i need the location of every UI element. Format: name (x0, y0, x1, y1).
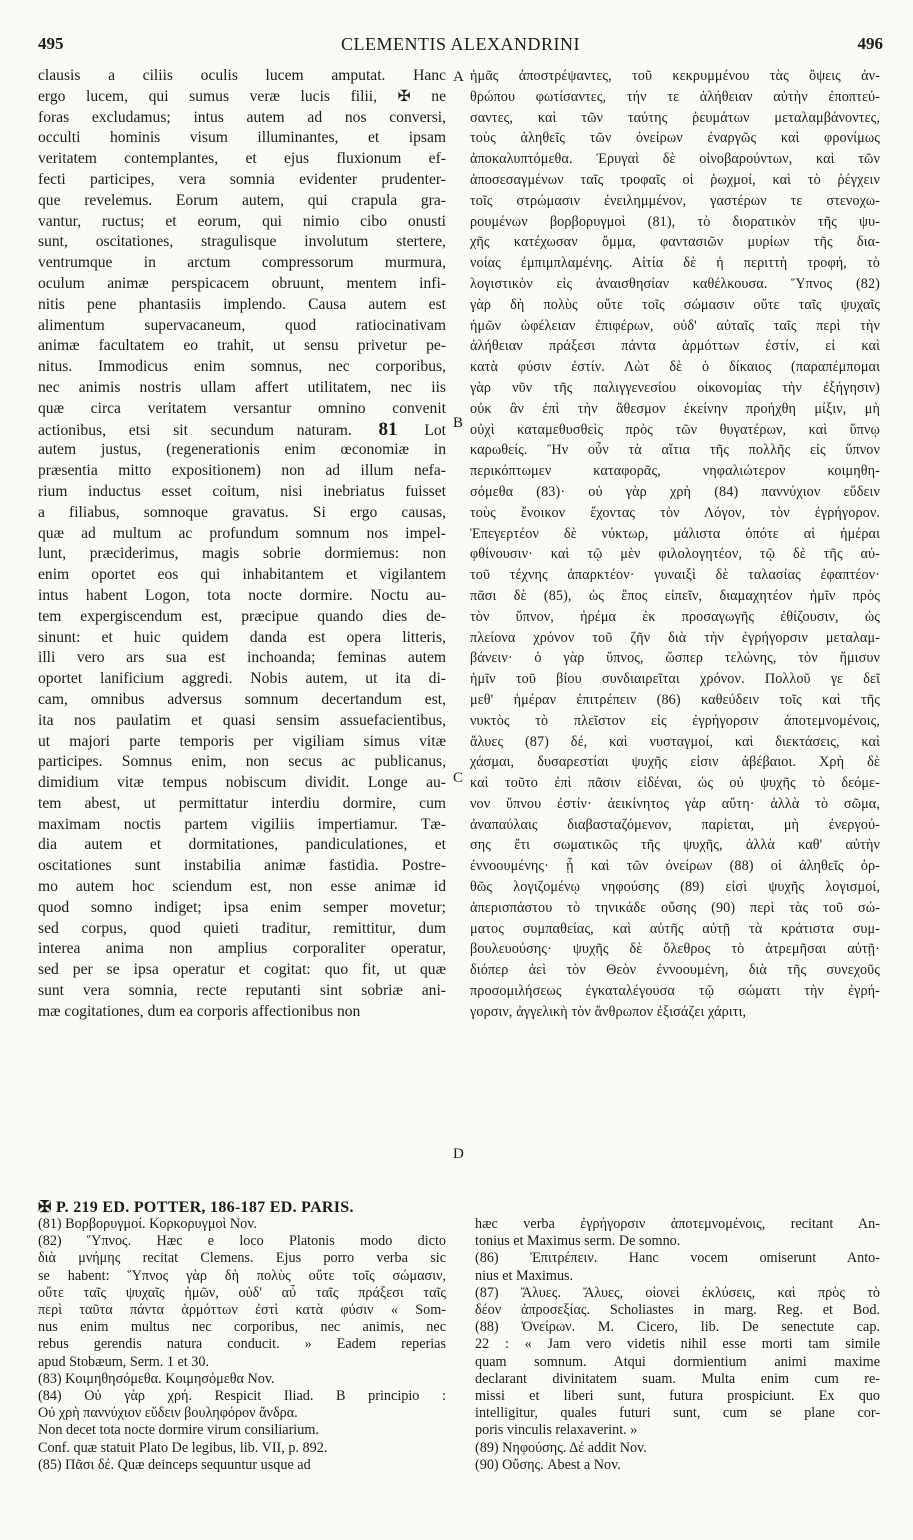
text-line: declarant divinitatem suam. Multa enim cum re- (475, 1370, 880, 1387)
section-following-word: Lot (401, 421, 446, 439)
text-line (38, 420, 446, 441)
text-line: ἡμᾶς ἀποστρέψαντες, τοῦ κεκρυμμένου τὰς ὄψεις ἀν- (470, 68, 880, 84)
text-line: ventrumque in arctum compressorum murmura, (38, 254, 446, 272)
text-line: dimidium vitæ tempus nobiscum dividit. Longe au- (38, 774, 446, 792)
text-line: σης ἔτι σωματικῶς τῆς ψυχῆς, ἀλλὰ καθ' αὑτὴν (470, 837, 880, 854)
text-line: ergo lucem, qui sumus veræ lucis filii, ✠ ne (38, 87, 446, 105)
text-line: ἀναπαύλαις διαβασταζόμενον, παρίεται, μὴ ἐνεργού- (470, 816, 880, 833)
text-line: nitus. Immodicus enim somnus, nec corporibus, (38, 358, 446, 376)
text-line: ita nos paulatim et quasi sensim assuefacientibus, (38, 711, 446, 729)
text-line: οὐκ ἂν ἐπὶ τὴν ἄθεσμον ἐκείνην προήχθη μίξιν, μὴ (470, 400, 880, 417)
text-line: se habent: Ὕπνος γὰρ δὴ πολὺς οὔτε τοῖς σώμασιν, (38, 1267, 446, 1284)
text-line: (84) Οὐ γὰρ χρή. Respicit Iliad. B principio : (38, 1388, 446, 1405)
text-line: que revelemus. Eorum autem, qui crapula gra- (38, 191, 446, 209)
text-line: καὶ τοῦτο ἐπὶ πᾶσιν εἰδέναι, ὡς οὐ ψυχῆς τὸ δεόμε- (470, 775, 880, 792)
text-line: (86) Ἐπιτρέπειν. Hanc vocem omiserunt Anto- (475, 1250, 880, 1267)
text-line: autem justus, (regenerationis enim œconomiæ in (38, 441, 446, 459)
text-line: sunt, oscitationes, stragulisque involutum stertere, (38, 233, 446, 251)
text-line: περὶ ταῦτα πάντα ἁρμόττων ἐστὶ κατὰ φύσιν « Som- (38, 1302, 446, 1319)
text-line: νον ὕπνου ἐστίν· ἀεικίνητος γὰρ αὕτη· ἀλλὰ τὸ σῶμα, (470, 795, 880, 812)
text-line: veritatem contemplantes, et ejus fluxionum ef- (38, 150, 446, 168)
text-line: 22 : « Jam vero videtis nihil esse morti tam simile (475, 1336, 880, 1353)
text-line: præsentia mitto expositionem) non ad illum nefa- (38, 462, 446, 480)
text-line: ἡμῖν τοῦ βίου συνδιαιρεῖται χρόνον. Πολλοῦ γε δεῖ (470, 671, 880, 688)
section-number: 81 (378, 419, 398, 440)
text-line: βάνειν· ὁ γὰρ ὕπνος, ὥσπερ τελώνης, τὸν ἥμισυν (470, 650, 880, 667)
text-line: mæ cogitationes, dum ea corporis affectionibus non (38, 1002, 361, 1020)
text-line: ut majori parte temporis per vigiliam simus vitæ (38, 732, 446, 750)
text-line: enim oportet eos qui inhabitantem et vigilantem (38, 566, 446, 584)
text-line: (83) Κοιμηθησόμεθα. Κοιμησόμεθα Nov. (38, 1370, 275, 1387)
text-line: (87) Ἄλυες. Ἄλυες, οἱονεὶ ἐκλύσεις, καὶ πρὸς τὸ (475, 1284, 880, 1301)
text-line: intus habent Logon, tota nocte dormire. Noctu au- (38, 586, 446, 604)
text-line: οὐχὶ καταμεθυσθεὶς πρὸς τῶν θυγατέρων, καὶ ὕπνῳ (470, 421, 880, 438)
text-line: sinunt: et huic quidem danda est opera litteris, (38, 628, 446, 646)
text-line: apud Stobæum, Serm. 1 et 30. (38, 1353, 210, 1370)
text-line: ἀλήθειαν πράξεσι πάντα ἁρμόττων ἐστίν, εἰ καὶ (470, 338, 880, 355)
text-line: clausis a ciliis oculis lucem amputat. Hanc (38, 67, 446, 84)
text-line: γὰρ νῦν τῆς παλιγγενεσίου οἰκονομίας τὴν ἐξήγησιν) (470, 379, 880, 396)
text-line: θῶς λογιζομένῳ νηφούσης (89) εἰσὶ ψυχῆς λογισμοί, (470, 879, 880, 896)
text-line: alimentum supervacaneum, quod ratiocinativam (38, 316, 446, 334)
text-line: missi et liberi sunt, futura prospiciunt. Ex quo (475, 1388, 880, 1405)
footnotes-right (475, 1216, 880, 1474)
text-line: νοίας ἐμπιμπλαμένης. Αἰτία δὲ ἡ περιττὴ τροφή, τὸ (470, 255, 880, 272)
text-line: Non decet tota nocte dormire virum consiliarium. (38, 1422, 319, 1439)
text-line: interea anima non amplius corporaliter operatur, (38, 940, 446, 958)
text-line: καρωθείς. Ἢν οὖν τὰ αἴτια τῆς πολλῆς εἰς ὕπνον (470, 442, 880, 459)
footnotes-left (38, 1216, 446, 1474)
page-header (38, 34, 883, 58)
text-line: τοῦ τέχνης ἀπαρκτέον· γυναιξὶ δὲ ταλασίας ἐφαπτέον· (470, 567, 880, 584)
text-line: ἐννοουμένης· ᾗ καὶ τῶν ὀνείρων (88) οἱ ἀληθεῖς ὀρ- (470, 858, 880, 875)
text-line: ματος συμπαθείας, καὶ αὑτῆς αὐτῇ τὰ κράτιστα συμ- (470, 920, 880, 937)
text-line: κατὰ φύσιν ἐστίν. Λὼτ δὲ ὁ δίκαιος (παραπέμπομαι (470, 359, 880, 376)
text-line: nitis pene phantasiis implendo. Causa autem est (38, 295, 446, 313)
text-line-body: actionibus, etsi sit secundum naturam. (38, 421, 375, 439)
text-line: nus enim multus nec corporibus, nec animis, nec (38, 1319, 446, 1336)
text-line: τοὺς ἔνοικον ἔχοντας τὸν Λόγον, τὸν ἐγρήγορον. (470, 504, 880, 521)
greek-column (470, 66, 880, 1023)
text-line: vantur, ructus; et eorum, qui nimio cibo onusti (38, 212, 446, 230)
text-line: προσομιλήσεως ἐγκαταλέγουσα τῷ σώματι τὴν ἐγρή- (470, 983, 880, 1000)
margin-letter-c: C (453, 770, 464, 786)
text-line: poris vinculis relaxaverint. » (475, 1422, 638, 1439)
text-line: (90) Οὔσης. Abest a Nov. (475, 1456, 621, 1473)
text-line: cam, omnibus adversus somnum decertandum est, (38, 690, 446, 708)
text-line: Conf. quæ statuit Plato De legibus, lib. VII, p. 892. (38, 1439, 328, 1456)
text-line: rium inductus esset coitum, nisi inebriatus fuisset (38, 482, 446, 500)
text-line: (81) Βορβορυγμοί. Κορκορυγμοὶ Nov. (38, 1216, 257, 1232)
text-line: a filiabus, somnoque gravatus. Si ergo causas, (38, 503, 446, 521)
text-line: participes. Somnus enim, non secus ac publicanus, (38, 753, 446, 771)
text-line: ἡμῶν ὠφέλειαν ἐπιφέρων, οὐδ' αὐταῖς ταῖς περὶ τὴν (470, 317, 880, 334)
running-title: CLEMENTIS ALEXANDRINI (341, 34, 580, 54)
text-line: τὸν ὕπνον, ἠρέμα ἐκ προσαγωγῆς ἐθίζουσιν, ὡς (470, 608, 880, 625)
text-line: rebus gerendis natura conducit. » Eadem reperias (38, 1336, 446, 1353)
text-line: foras excludamus; intus autem ad nos conversi, (38, 108, 446, 126)
text-line: lunt, præciderimus, magis sobrie dormiemus: non (38, 545, 446, 563)
text-line: tem abest, ut permittatur interdiu dormire, cum (38, 794, 446, 812)
text-line: nius et Maximus. (475, 1267, 574, 1284)
text-line: μεθ' ἡμέραν ἐπιτρέπειν (86) καθεύδειν τοῖς καὶ τῆς (470, 691, 880, 708)
text-line: oportet lanificium aggredi. Nobis autem, ut ita di- (38, 670, 446, 688)
text-line: tem expergiscendum est, præcipue quando dies de- (38, 607, 446, 625)
text-line: τοῖς στρώμασιν ἐνειλημμένον, γαστέρων τε στενοχω- (470, 192, 880, 209)
text-line: περικόπτωμεν καταφορᾶς, νηφαλιώτερον κοιμηθη- (470, 463, 880, 480)
text-line: διὰ μνήμης recitat Clemens. Ejus porro verba sic (38, 1250, 446, 1267)
text-line: (85) Πᾶσι δέ. Quæ deinceps sequuntur usque ad (38, 1456, 311, 1473)
text-line: ἀποσεσαγμένων ταῖς τροφαῖς οἱ ῥωχμοί, καὶ τὸ ῥέγχειν (470, 171, 880, 188)
text-line: quod somno indiget; ipsa enim semper movetur; (38, 898, 446, 916)
text-line: (89) Νηφούσης. Δέ addit Nov. (475, 1439, 647, 1456)
text-line: (82) Ὕπνος. Hæc e loco Platonis modo dicto (38, 1233, 446, 1250)
text-line: Ἐπεγερτέον δὲ νύκτωρ, μάλιστα ὁπότε αἱ ἡμέραι (470, 525, 880, 542)
notes-heading: ✠ P. 219 ED. POTTER, 186-187 ED. PARIS. (38, 1199, 354, 1216)
text-line: φθίνουσιν· καὶ τῷ μὲν φιλολογητέον, τῷ δὲ τῆς αὐ- (470, 546, 880, 563)
text-line: ἀπερισπάστου τὸ τηνικάδε οὔσης (90) περὶ τὰς τοῦ σώ- (470, 899, 880, 916)
text-line: σόμεθα (83)· οὐ γὰρ χρὴ (84) παννύχιον εὕδειν (470, 483, 880, 500)
text-line: intelligitur, quales futuri sunt, cum se plane cor- (475, 1405, 880, 1422)
text-line: nec animis nostris ullam affert utilitatem, nec iis (38, 378, 446, 396)
text-line: occulti hominis visum illuminantes, et ipsam (38, 129, 446, 147)
text-line: quæ ad multum ac profundum somnum nos impel- (38, 524, 446, 542)
text-line: Οὐ χρὴ παννύχιον εὕδειν βουληφόρον ἄνδρα. (38, 1405, 298, 1422)
text-line: quam somnum. Atqui dormientium animi maxime (475, 1353, 880, 1370)
text-line: ἄλυες (87) δέ, καὶ νυσταγμοί, καὶ διεκτάσεις, καὶ (470, 733, 880, 750)
text-line: λογιστικὸν εἰς ἀναισθησίαν καθέλκουσα. Ὕπνος (82) (470, 275, 880, 292)
text-line: illi vero ars sua est inchoanda; feminas autem (38, 649, 446, 667)
text-line: πᾶσι δὲ (85), ὡς ἔπος εἰπεῖν, διαμαχητέον ἡμῖν πρὸς (470, 587, 880, 604)
text-line: sed per se ipsa operatur et cogitat: quo fit, ut quæ (38, 961, 446, 979)
text-line: (88) Ὀνείρων. M. Cicero, lib. De senectute cap. (475, 1319, 880, 1336)
text-line: quæ circa veritatem versantur omnino convenit (38, 399, 446, 417)
text-line: sed corpus, quod quieti traditur, remittitur, dum (38, 919, 446, 937)
text-line: animæ facultatem eo trahit, ut sensu privetur pe- (38, 337, 446, 355)
text-line: διόπερ ἀεὶ τὸν Θεὸν ἐννοουμένη, διὰ τῆς συνεχοῦς (470, 962, 880, 979)
text-line: οὔτε ταῖς ψυχαῖς ἡμῶν, οὐδ' αὖ ταῖς πράξεσι ταῖς (38, 1284, 446, 1301)
text-line: γορσιν, ἀγγελικὴ τὸν ἄνθρωπον ἐξισάζει χάριτι, (470, 1003, 747, 1020)
text-line: νυκτὸς τὸ πλεῖστον εἰς ἐγρήγορσιν ἀποτεμνομένοις, (470, 712, 880, 729)
text-line: sunt vera somnia, recte reputanti sint sobriæ ani- (38, 982, 446, 1000)
text-line: χῆς κατέχωσαν ὄμμα, φαντασιῶν μυρίων τῆς δια- (470, 234, 880, 251)
text-line: δέον ἀπροσεξίας. Scholiastes in marg. Reg. et Bod. (475, 1302, 880, 1319)
page-number-right: 496 (857, 34, 883, 53)
text-line: πλείονα χρόνον τοῦ ζῆν διὰ τὴν ἐγρήγορσιν μεταλαμ- (470, 629, 880, 646)
text-line: fecti participes, vera somnia evidenter prudenter- (38, 170, 446, 188)
latin-column (38, 66, 446, 1023)
text-line: oculum animæ perspicacem obruunt, mentem infi- (38, 274, 446, 292)
text-line: tonius et Maximus serm. De somno. (475, 1233, 681, 1250)
text-line: χάσμαι, δυσαρεστίαι ψυχῆς εἰσιν ἀβέβαιοι. Χρὴ δὲ (470, 754, 880, 771)
text-line: θρώπου φωτίσαντες, τήν τε ἀλήθειαν αὐτὴν ἐποπτεύ- (470, 88, 880, 105)
text-line: σαντες, καὶ τῶν ταύτης ῥευμάτων μεταλαμβάνοντες, (470, 109, 880, 126)
text-line: dia autem et dormitationes, pandiculationes, et (38, 836, 446, 854)
margin-letter-a: A (453, 69, 464, 85)
text-line: βουλευούσης· ψυχῆς δὲ ὄλεθρος τὸ ἀτρεμῆσαι αὐτῇ· (470, 941, 880, 958)
margin-letter-b: B (453, 415, 464, 431)
text-line: hæc verba ἐγρήγορσιν ἀποτεμνομένοις, recitant An- (475, 1216, 880, 1232)
text-line: mo autem hoc sciendum est, non esse animæ id (38, 878, 446, 896)
margin-letter-d: D (453, 1146, 464, 1162)
text-line: ρουμένων βορβορυγμοὶ (81), τὸ διορατικὸν τῆς ψυ- (470, 213, 880, 230)
text-line: ἀποκαλυπτόμεθα. Ἐρυγαὶ δὲ οἰνοβαρούντων, καὶ τῶν (470, 151, 880, 168)
text-line: τοὺς ἀληθεῖς τῶν ὀνείρων ἐναργῶς καὶ φρονίμως (470, 130, 880, 147)
text-line: oscitationes sunt instabilia animæ fastidia. Postre- (38, 857, 446, 875)
text-line: γὰρ δὴ πολὺς οὔτε τοῖς σώμασιν οὔτε ταῖς ψυχαῖς (470, 296, 880, 313)
text-line: maximam noctis partem vigiliis impertiamur. Tæ- (38, 815, 446, 833)
page-number-left: 495 (38, 34, 64, 53)
